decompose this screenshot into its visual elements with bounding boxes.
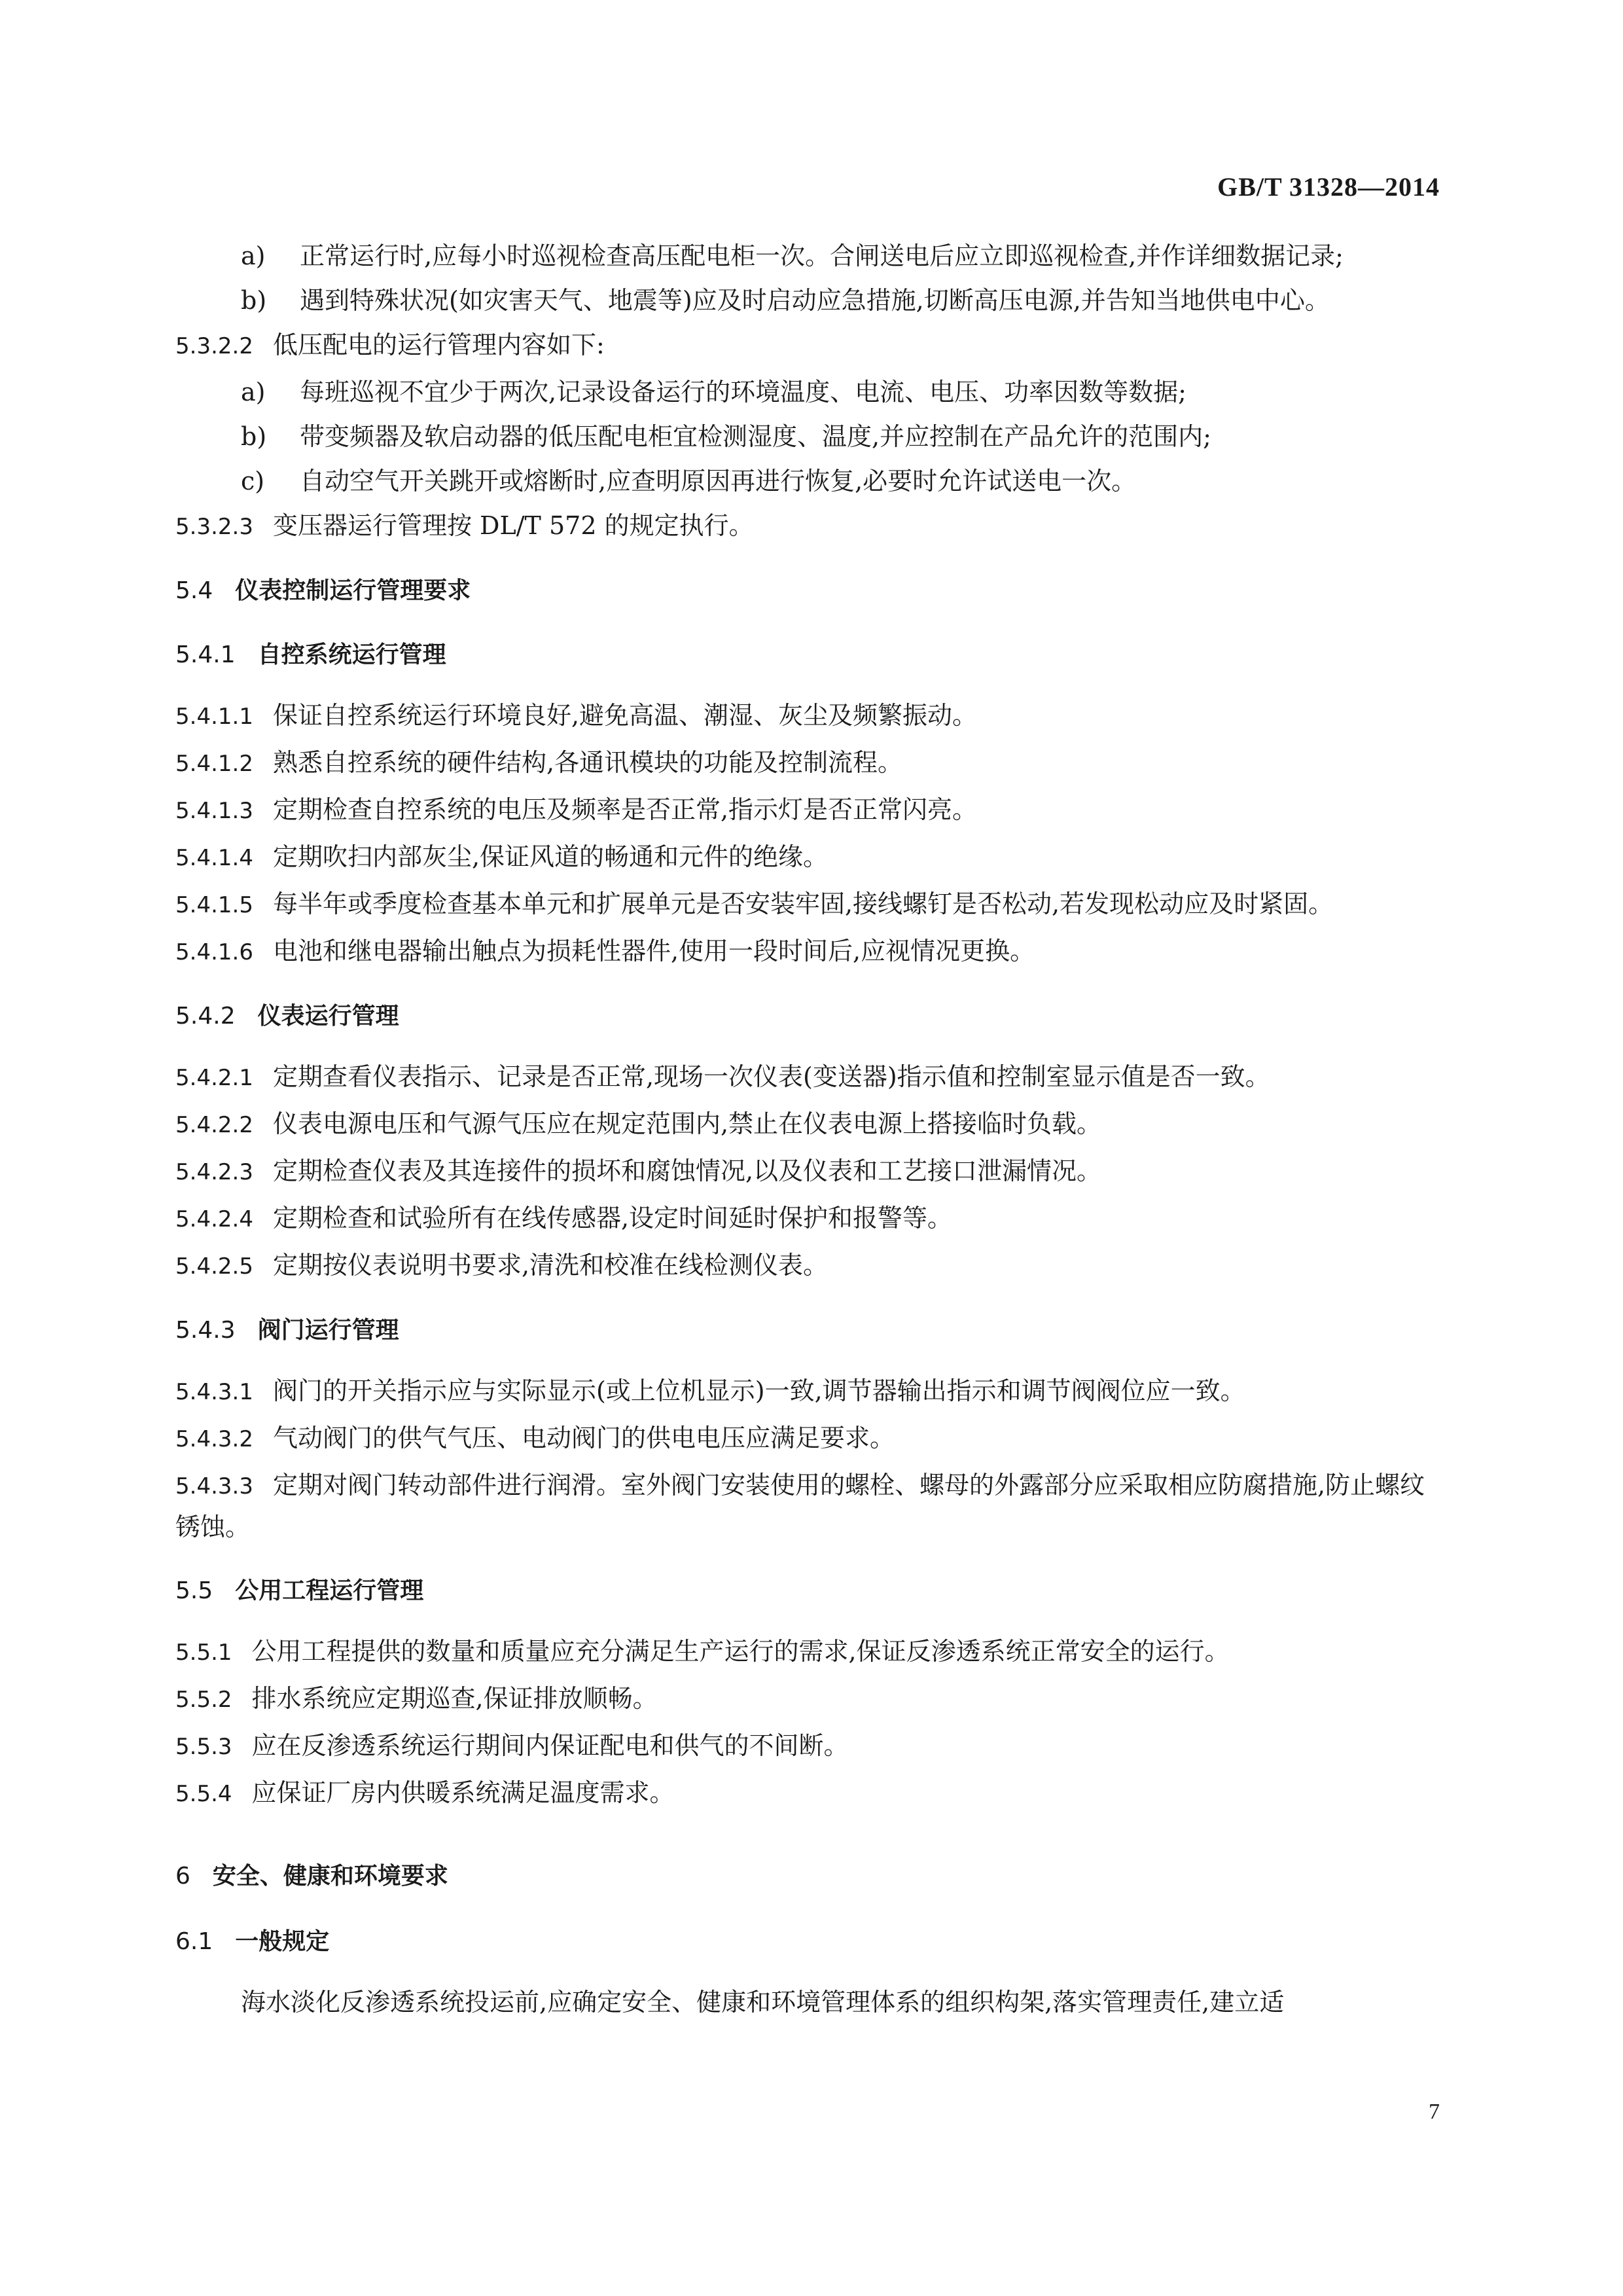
clause-number: 5.4.1.5 bbox=[175, 892, 253, 918]
section-heading bbox=[175, 571, 1442, 611]
document-body bbox=[175, 236, 1442, 2022]
clause bbox=[175, 1465, 1442, 1547]
clause-text: 定期按仪表说明书要求,清洗和校准在线检测仪表。 bbox=[272, 1251, 829, 1280]
clause-number: 5.4.1.6 bbox=[175, 939, 253, 965]
clause-text: 每半年或季度检查基本单元和扩展单元是否安装牢固,接线螺钉是否松动,若发现松动应及时紧固。 bbox=[272, 889, 1334, 918]
clause-text: 排水系统应定期巡查,保证排放顺畅。 bbox=[251, 1684, 658, 1713]
heading-number: 5.4.1 bbox=[175, 641, 236, 668]
heading-number: 6 bbox=[175, 1863, 190, 1890]
clause-number: 5.4.3.2 bbox=[175, 1426, 253, 1452]
clause bbox=[175, 1245, 1442, 1287]
clause-text: 定期查看仪表指示、记录是否正常,现场一次仪表(变送器)指示值和控制室显示值是否一致。 bbox=[272, 1062, 1270, 1091]
list-text: 遇到特殊状况(如灾害天气、地震等)应及时启动应急措施,切断高压电源,并告知当地供电中心。 bbox=[300, 286, 1330, 315]
list-item bbox=[175, 461, 1442, 501]
heading-title: 仪表运行管理 bbox=[257, 1003, 399, 1030]
clause-number: 5.4.3.1 bbox=[175, 1379, 253, 1405]
clause-number: 5.4.1.2 bbox=[175, 751, 253, 777]
clause-number: 5.4.1.3 bbox=[175, 798, 253, 824]
clause bbox=[175, 789, 1442, 831]
clause-text: 定期检查和试验所有在线传感器,设定时间延时保护和报警等。 bbox=[272, 1204, 953, 1232]
heading-title: 公用工程运行管理 bbox=[235, 1577, 424, 1604]
heading-title: 阀门运行管理 bbox=[257, 1317, 399, 1344]
clause bbox=[175, 1371, 1442, 1412]
clause-text: 电池和继电器输出触点为损耗性器件,使用一段时间后,应视情况更换。 bbox=[272, 937, 1035, 965]
heading-title: 安全、健康和环境要求 bbox=[212, 1863, 448, 1890]
clause-text: 保证自控系统运行环境良好,避免高温、潮湿、灰尘及频繁振动。 bbox=[272, 701, 978, 730]
clause bbox=[175, 1103, 1442, 1145]
clause-text: 定期检查仪表及其连接件的损坏和腐蚀情况,以及仪表和工艺接口泄漏情况。 bbox=[272, 1157, 1102, 1185]
heading-number: 6.1 bbox=[175, 1928, 213, 1955]
heading-title: 一般规定 bbox=[235, 1928, 330, 1955]
clause-number: 5.5.3 bbox=[175, 1734, 232, 1760]
clause bbox=[175, 884, 1442, 925]
clause-number: 5.5.4 bbox=[175, 1781, 232, 1807]
heading-number: 5.4.3 bbox=[175, 1317, 236, 1344]
clause-number: 5.4.2.1 bbox=[175, 1065, 253, 1091]
clause bbox=[175, 1056, 1442, 1098]
clause bbox=[175, 1631, 1442, 1673]
standard-number: GB/T 31328—2014 bbox=[1217, 172, 1440, 202]
clause-text: 公用工程提供的数量和质量应充分满足生产运行的需求,保证反渗透系统正常安全的运行。 bbox=[251, 1637, 1230, 1666]
clause-number: 5.4.2.3 bbox=[175, 1159, 253, 1185]
clause-text: 阀门的开关指示应与实际显示(或上位机显示)一致,调节器输出指示和调节阀阀位应一致。 bbox=[272, 1376, 1245, 1405]
clause bbox=[175, 695, 1442, 737]
clause-number: 5.4.3.3 bbox=[175, 1473, 253, 1499]
list-item bbox=[175, 416, 1442, 457]
list-text: 自动空气开关跳开或熔断时,应查明原因再进行恢复,必要时允许试送电一次。 bbox=[300, 467, 1137, 495]
clause-text: 低压配电的运行管理内容如下: bbox=[272, 331, 605, 359]
list-item bbox=[175, 372, 1442, 412]
section-heading bbox=[175, 1571, 1442, 1611]
clause-number: 5.3.2.2 bbox=[175, 333, 253, 359]
heading-title: 自控系统运行管理 bbox=[257, 641, 446, 668]
clause bbox=[175, 325, 1442, 367]
clause-number: 5.4.2.2 bbox=[175, 1112, 253, 1138]
heading-title: 仪表控制运行管理要求 bbox=[235, 577, 471, 604]
clause bbox=[175, 836, 1442, 878]
list-label: a) bbox=[241, 378, 266, 406]
clause-text: 变压器运行管理按 DL/T 572 的规定执行。 bbox=[272, 511, 754, 540]
clause-number: 5.5.2 bbox=[175, 1687, 232, 1713]
clause-text: 仪表电源电压和气源气压应在规定范围内,禁止在仪表电源上搭接临时负载。 bbox=[272, 1109, 1102, 1138]
list-item bbox=[175, 236, 1442, 276]
clause-text: 气动阀门的供气气压、电动阀门的供电电压应满足要求。 bbox=[272, 1424, 895, 1452]
list-label: c) bbox=[241, 467, 265, 495]
clause-number: 5.4.2.5 bbox=[175, 1253, 253, 1280]
clause bbox=[175, 1418, 1442, 1460]
clause-number: 5.5.1 bbox=[175, 1640, 232, 1666]
list-item bbox=[175, 280, 1442, 321]
page-number: 7 bbox=[1429, 2100, 1440, 2124]
section-heading bbox=[175, 1310, 1442, 1351]
clause bbox=[175, 1678, 1442, 1720]
list-label: b) bbox=[241, 422, 267, 451]
clause bbox=[175, 931, 1442, 973]
clause-text: 定期吹扫内部灰尘,保证风道的畅通和元件的绝缘。 bbox=[272, 842, 829, 871]
clause-number: 5.4.2.4 bbox=[175, 1206, 253, 1232]
clause-number: 5.4.1.4 bbox=[175, 845, 253, 871]
list-label: b) bbox=[241, 286, 267, 315]
heading-number: 5.4.2 bbox=[175, 1003, 236, 1030]
heading-number: 5.5 bbox=[175, 1577, 213, 1604]
list-text: 带变频器及软启动器的低压配电柜宜检测湿度、温度,并应控制在产品允许的范围内; bbox=[300, 422, 1211, 451]
section-heading bbox=[175, 1922, 1442, 1962]
clause-text: 熟悉自控系统的硬件结构,各通讯模块的功能及控制流程。 bbox=[272, 748, 903, 777]
clause-number: 5.4.1.1 bbox=[175, 704, 253, 730]
clause-number: 5.3.2.3 bbox=[175, 514, 253, 540]
body-paragraph: 海水淡化反渗透系统投运前,应确定安全、健康和环境管理体系的组织构架,落实管理责任,建立适 bbox=[241, 1988, 1285, 2017]
clause-text: 定期对阀门转动部件进行润滑。室外阀门安装使用的螺栓、螺母的外露部分应采取相应防腐措施,防止螺纹锈蚀。 bbox=[175, 1471, 1425, 1541]
heading-number: 5.4 bbox=[175, 577, 213, 604]
clause bbox=[175, 1725, 1442, 1767]
section-heading bbox=[175, 996, 1442, 1037]
clause bbox=[175, 1772, 1442, 1814]
list-text: 每班巡视不宜少于两次,记录设备运行的环境温度、电流、电压、功率因数等数据; bbox=[300, 378, 1186, 406]
clause bbox=[175, 505, 1442, 547]
clause-text: 定期检查自控系统的电压及频率是否正常,指示灯是否正常闪亮。 bbox=[272, 795, 978, 824]
list-label: a) bbox=[241, 242, 266, 270]
clause bbox=[175, 1198, 1442, 1240]
clause-text: 应保证厂房内供暖系统满足温度需求。 bbox=[251, 1778, 675, 1807]
chapter-heading bbox=[175, 1856, 1442, 1897]
clause bbox=[175, 1151, 1442, 1193]
clause bbox=[175, 742, 1442, 784]
clause-text: 应在反渗透系统运行期间内保证配电和供气的不间断。 bbox=[251, 1731, 849, 1760]
section-heading bbox=[175, 635, 1442, 675]
list-text: 正常运行时,应每小时巡视检查高压配电柜一次。合闸送电后应立即巡视检查,并作详细数据记录; bbox=[300, 242, 1344, 270]
